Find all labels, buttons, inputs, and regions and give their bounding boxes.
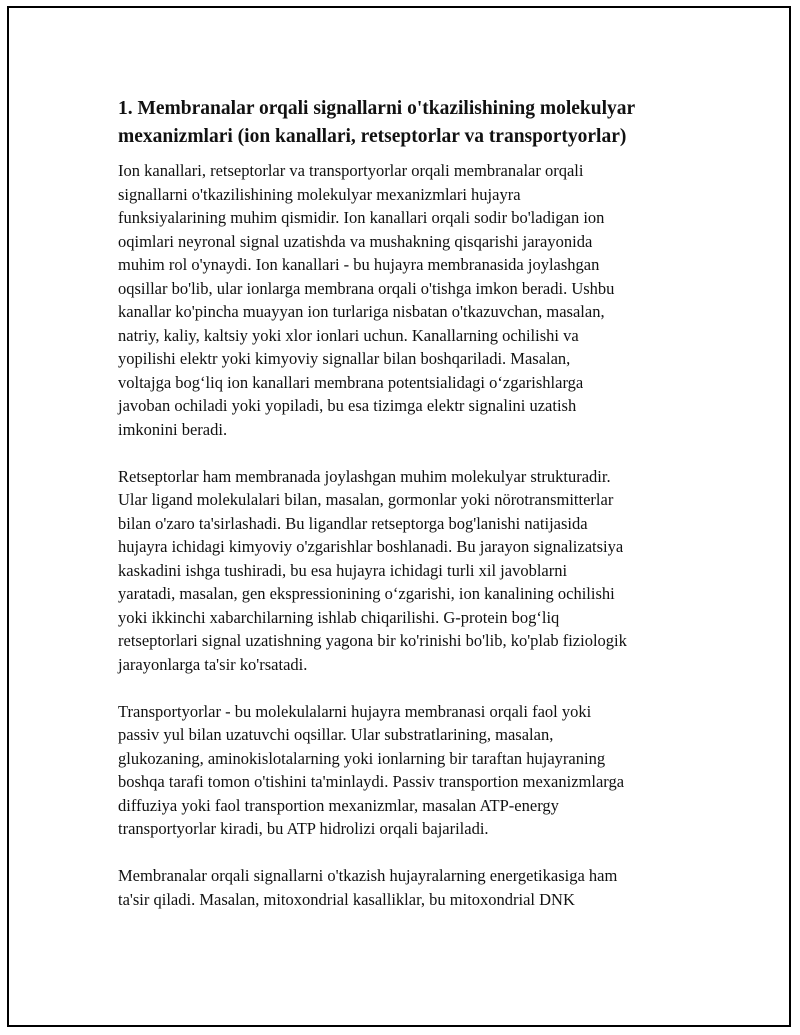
text-line: yoki ikkinchi xabarchilarning ishlab chiqarilishi. G-protein bog‘liq: [118, 607, 560, 627]
text-line: hujayra ichidagi kimyoviy o'zgarishlar boshlanadi. Bu jarayon signalizatsiya: [118, 537, 624, 556]
text-line: jarayonlarga ta'sir ko'rsatadi.: [118, 654, 308, 674]
paragraph-receptors: [118, 465, 693, 677]
text-line: bilan o'zaro ta'sirlashadi. Bu ligandlar retseptorga bog'lanishi natijasida: [118, 513, 588, 533]
text-line: kanallar ko'pincha muayyan ion turlariga nisbatan o'tkazuvchan, masalan,: [118, 302, 605, 321]
title-line-1: 1. Membranalar orqali signallarni o'tkazilishining molekulyar: [118, 98, 636, 119]
paragraph-ion-channels: [118, 159, 693, 441]
title-line-2: mexanizmlari (ion kanallari, retseptorlar va transportyorlar): [118, 126, 627, 147]
text-line: signallarni o'tkazilishining molekulyar mexanizmlari hujayra: [118, 184, 521, 204]
text-line: Transportyorlar - bu molekulalarni hujayra membranasi orqali faol yoki: [118, 701, 592, 721]
text-line: oqsillar bo'lib, ular ionlarga membrana orqali o'tishga imkon beradi. Ushbu: [118, 278, 615, 298]
text-line: imkonini beradi.: [118, 419, 228, 439]
text-line: Ion kanallari, retseptorlar va transportyorlar orqali membranalar orqali: [118, 161, 584, 180]
text-line: voltajga bog‘liq ion kanallari membrana potentsialidagi o‘zgarishlarga: [118, 372, 584, 392]
text-line: retseptorlari signal uzatishning yagona bir ko'rinishi bo'lib, ko'plab fiziologik: [118, 631, 627, 650]
paragraph-energetics: [118, 864, 693, 911]
text-line: oqimlari neyronal signal uzatishda va mushakning qisqarishi jarayonida: [118, 231, 593, 251]
text-line: boshqa tarafi tomon o'tishini ta'minlaydi. Passiv transportion mexanizmlarga: [118, 772, 625, 791]
document-title: [118, 95, 693, 151]
text-line: javoban ochiladi yoki yopiladi, bu esa tizimga elektr signalini uzatish: [118, 396, 577, 415]
text-line: ta'sir qiladi. Masalan, mitoxondrial kasalliklar, bu mitoxondrial DNK: [118, 889, 575, 909]
text-line: Retseptorlar ham membranada joylashgan muhim molekulyar strukturadir.: [118, 466, 611, 486]
text-line: yaratadi, masalan, gen ekspressionining o‘zgarishi, ion kanalining ochilishi: [118, 584, 615, 603]
paragraph-transporters: [118, 700, 693, 841]
text-line: natriy, kaliy, kaltsiy yoki xlor ionlari uchun. Kanallarning ochilishi va: [118, 325, 579, 345]
text-line: passiv yul bilan uzatuvchi oqsillar. Ular substratlarining, masalan,: [118, 725, 554, 744]
text-line: glukozaning, aminokislotalarning yoki ionlarning bir taraftan hujayraning: [118, 748, 606, 768]
text-line: funksiyalarining muhim qismidir. Ion kanallari orqali sodir bo'ladigan ion: [118, 208, 605, 227]
document-body: [118, 95, 693, 935]
text-line: diffuziya yoki faol transportion mexanizmlar, masalan ATP-energy: [118, 795, 559, 815]
text-line: yopilishi elektr yoki kimyoviy signallar bilan boshqariladi. Masalan,: [118, 349, 571, 368]
text-line: Ular ligand molekulalari bilan, masalan, gormonlar yoki nörotransmitterlar: [118, 490, 614, 509]
text-line: transportyorlar kiradi, bu ATP hidrolizi orqali bajariladi.: [118, 819, 489, 838]
text-line: kaskadini ishga tushiradi, bu esa hujayra ichidagi turli xil javoblarni: [118, 560, 568, 580]
text-line: Membranalar orqali signallarni o'tkazish hujayralarning energetikasiga ham: [118, 866, 618, 885]
text-line: muhim rol o'ynaydi. Ion kanallari - bu hujayra membranasida joylashgan: [118, 255, 600, 274]
